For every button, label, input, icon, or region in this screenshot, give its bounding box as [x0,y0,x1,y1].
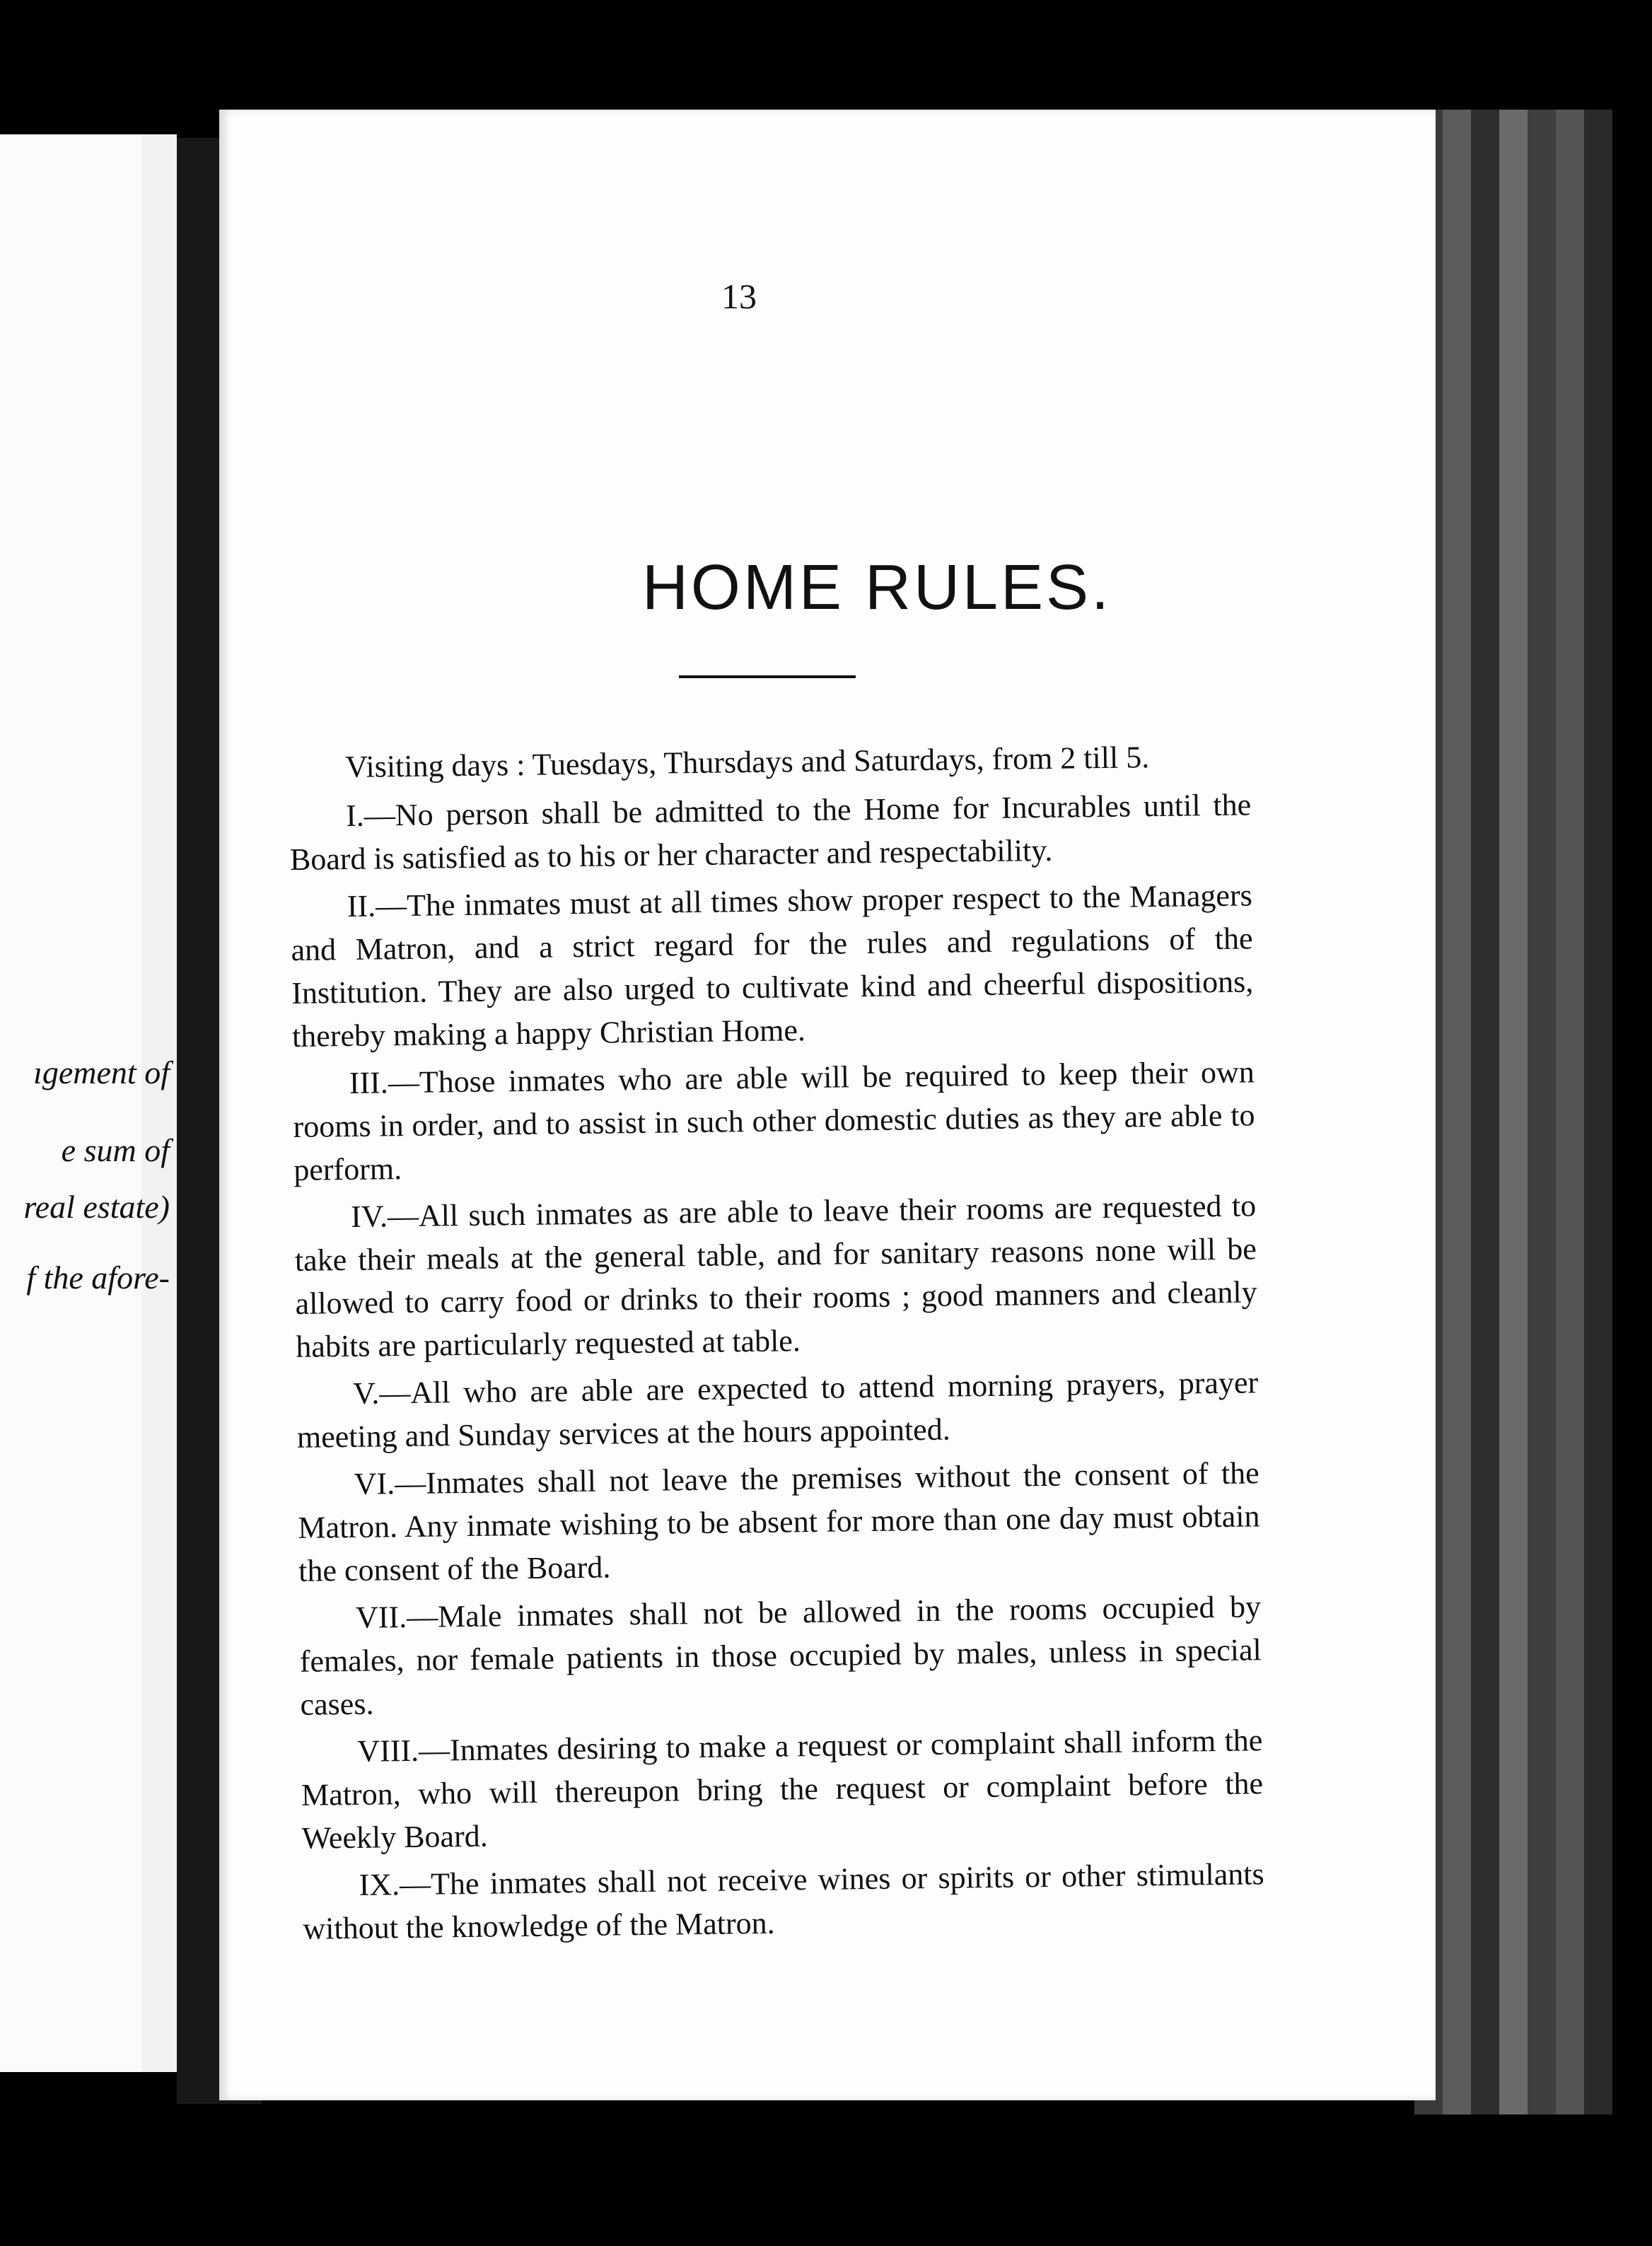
rule-6: VI.—Inmates shall not leave the premises without the consent of the Matron. Any inmate wishing to be absent for more than one day must obtain the consent of the Board. [298,1455,1260,1588]
rule-2: II.—The inmates must at all times show proper respect to the Managers and Matron, and a strict regard for the rules and regulations of the Institution. They are also urged to cultivate kind and cheerful dispositions, thereby making a happy Christian Home. [291,878,1254,1054]
rule-5: V.—All who are able are expected to attend morning prayers, prayer meeting and Sunday services at the hours appointed. [296,1365,1259,1455]
page-edge [1528,110,1556,2114]
page-edge [1584,110,1612,2114]
rule-8: VIII.—Inmates desiring to make a request or complaint shall inform the Matron, who will thereupon bring the request or complaint before the Weekly Board. [301,1723,1264,1856]
page-edge [1556,110,1584,2114]
title-rule [679,675,856,678]
rule-7: VII.—Male inmates shall not be allowed in the rooms occupied by females, nor female patients in those occupied by males, unless in special cases. [299,1589,1262,1722]
rule-4: IV.—All such inmates as are able to leave their rooms are requested to take their meals at the general table, and for sanitary reasons none will be allowed to carry food or drinks to their rooms ; good manners and cleanly habits are particularly requested at table. [294,1188,1257,1364]
page-number: 13 [721,277,757,316]
rules-body [289,734,1265,1954]
rule-1: I.—No person shall be admitted to the Home for Incurables until the Board is satisfied as to his or her character and respectability. [289,787,1252,877]
page-edge [1471,110,1499,2114]
left-page [0,134,177,2072]
visiting-days: Visiting days : Tuesdays, Thursdays and Saturdays, from 2 till 5. [345,740,1150,785]
page-edge [1443,110,1471,2114]
left-page-line: real estate) [23,1189,170,1225]
left-page-line: ıgement of [33,1054,170,1090]
rule-3: III.—Those inmates who are able will be required to keep their own rooms in order, and to assist in such other domestic duties as they are able to perform. [293,1054,1255,1187]
left-page-strip [0,134,141,2072]
left-page-line: f the afore- [26,1259,170,1296]
page-title: HOME RULES. [641,552,1112,623]
rule-9: IX.—The inmates shall not receive wines or spirits or other stimulants without the knowledge of the Matron. [303,1856,1264,1946]
page-edge [1499,110,1528,2114]
left-page-line: e sum of [61,1132,170,1168]
